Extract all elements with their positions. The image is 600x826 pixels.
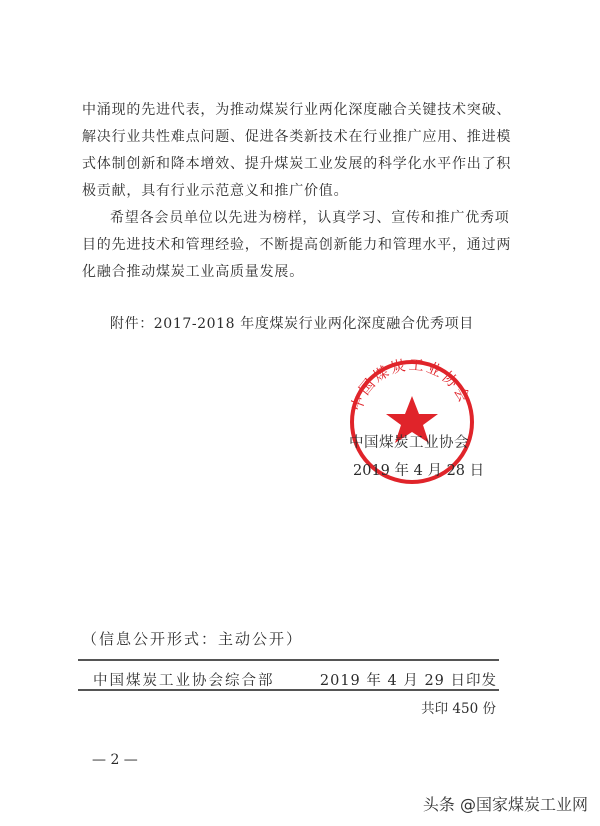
- page-number: — 2 —: [92, 752, 138, 768]
- body-line: 中涌现的先进代表，为推动煤炭行业两化深度融合关键技术突破、: [82, 102, 512, 118]
- body-line: 解决行业共性难点问题、促进各类新技术在行业推广应用、推进模: [82, 129, 512, 145]
- disclosure-note: （信息公开形式：主动公开）: [82, 630, 304, 648]
- attachment-note: 附件：2017-2018 年度煤炭行业两化深度融合优秀项目: [110, 316, 474, 332]
- body-line: 式体制创新和降本增效、提升煤炭工业发展的科学化水平作出了积: [82, 156, 512, 172]
- issuer: 中国煤炭工业协会综合部: [93, 673, 275, 689]
- watermark: 头条 @国家煤炭工业网: [422, 795, 588, 814]
- issue-date: 2019 年 4 月 29 日印发: [319, 673, 497, 689]
- divider: [78, 689, 499, 691]
- signature-date: 2019 年 4 月 28 日: [353, 463, 485, 479]
- seal-text: 中国煤炭工业协会: [347, 356, 475, 414]
- body-line: 目的先进技术和管理经验，不断提高创新能力和管理水平，通过两: [82, 237, 512, 253]
- divider: [78, 659, 499, 661]
- body-line: 希望各会员单位以先进为榜样，认真学习、宣传和推广优秀项: [110, 210, 510, 226]
- body-line: 极贡献，具有行业示范意义和推广价值。: [82, 183, 349, 199]
- copies-count: 共印 450 份: [421, 701, 496, 717]
- body-line: 化融合推动煤炭工业高质量发展。: [82, 264, 304, 280]
- signature-org: 中国煤炭工业协会: [349, 435, 469, 451]
